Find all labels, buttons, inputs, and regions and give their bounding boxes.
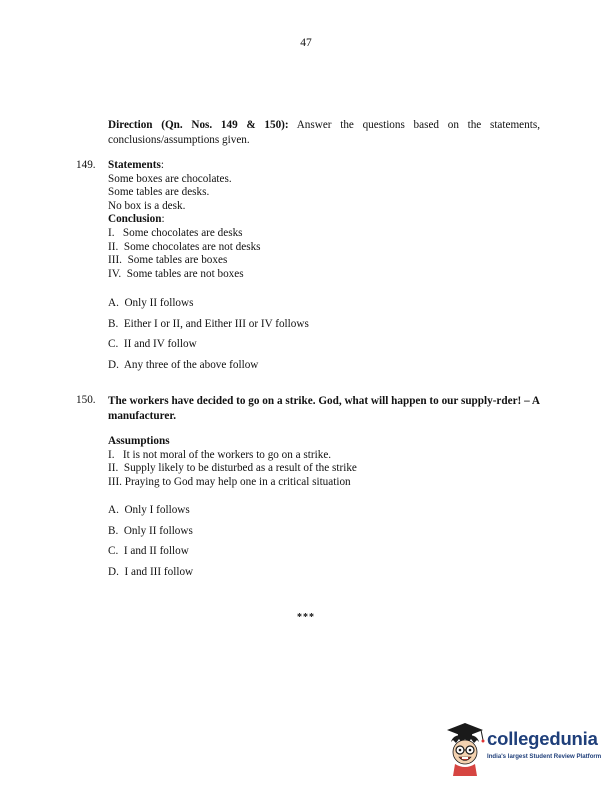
conclusion-line: II. Some chocolates are not desks <box>108 240 261 253</box>
option-150-c: C. I and II follow <box>108 545 189 557</box>
option-149-b: B. Either I or II, and Either III or IV follows <box>108 318 309 330</box>
statements-label: Statements <box>108 159 161 171</box>
option-150-d: D. I and III follow <box>108 566 194 578</box>
direction-label: Direction (Qn. Nos. 149 & 150): <box>108 119 289 131</box>
option-149-c: C. II and IV follow <box>108 338 197 350</box>
statements-colon: : <box>160 159 164 171</box>
conclusion-line: I. Some chocolates are desks <box>108 226 243 239</box>
assumption-line: I. It is not moral of the workers to go on a strike. <box>108 448 332 461</box>
statement-line: Some boxes are chocolates. <box>108 172 232 185</box>
conclusion-label: Conclusion <box>108 213 162 226</box>
conclusion-colon: : <box>161 213 165 226</box>
question-149-body <box>108 159 261 281</box>
statement-line: Some tables are desks. <box>108 186 210 199</box>
conclusion-line: IV. Some tables are not boxes <box>108 267 244 280</box>
option-150-b: B. Only II follows <box>108 525 193 537</box>
end-marker: *** <box>297 612 315 623</box>
statement-line: No box is a desk. <box>108 199 186 212</box>
assumptions-label: Assumptions <box>108 435 170 447</box>
option-149-d: D. Any three of the above follow <box>108 359 259 371</box>
brand-name: collegedunia <box>487 728 598 749</box>
conclusion-line: III. Some tables are boxes <box>108 254 228 267</box>
collegedunia-logo <box>443 720 603 776</box>
question-149-number: 149. <box>76 159 96 171</box>
assumption-line: II. Supply likely to be disturbed as a result of the strike <box>108 462 357 475</box>
option-149-a: A. Only II follows <box>108 297 194 309</box>
option-150-a: A. Only I follows <box>108 504 190 516</box>
page-number: 47 <box>300 37 312 49</box>
question-150-assumptions <box>108 435 357 489</box>
question-150-text: The workers have decided to go on a strike. God, what will happen to our supply-rder! – A manufacturer. <box>108 395 540 422</box>
mascot-icon <box>443 720 489 776</box>
direction-text: Answer the questions based on the statements, conclusions/assumptions given. <box>108 119 540 146</box>
direction-paragraph <box>108 118 540 148</box>
brand-tagline: India's largest Student Review Platform <box>487 753 602 760</box>
assumption-line: III. Praying to God may help one in a critical situation <box>108 475 351 488</box>
question-150-number: 150. <box>76 394 96 406</box>
